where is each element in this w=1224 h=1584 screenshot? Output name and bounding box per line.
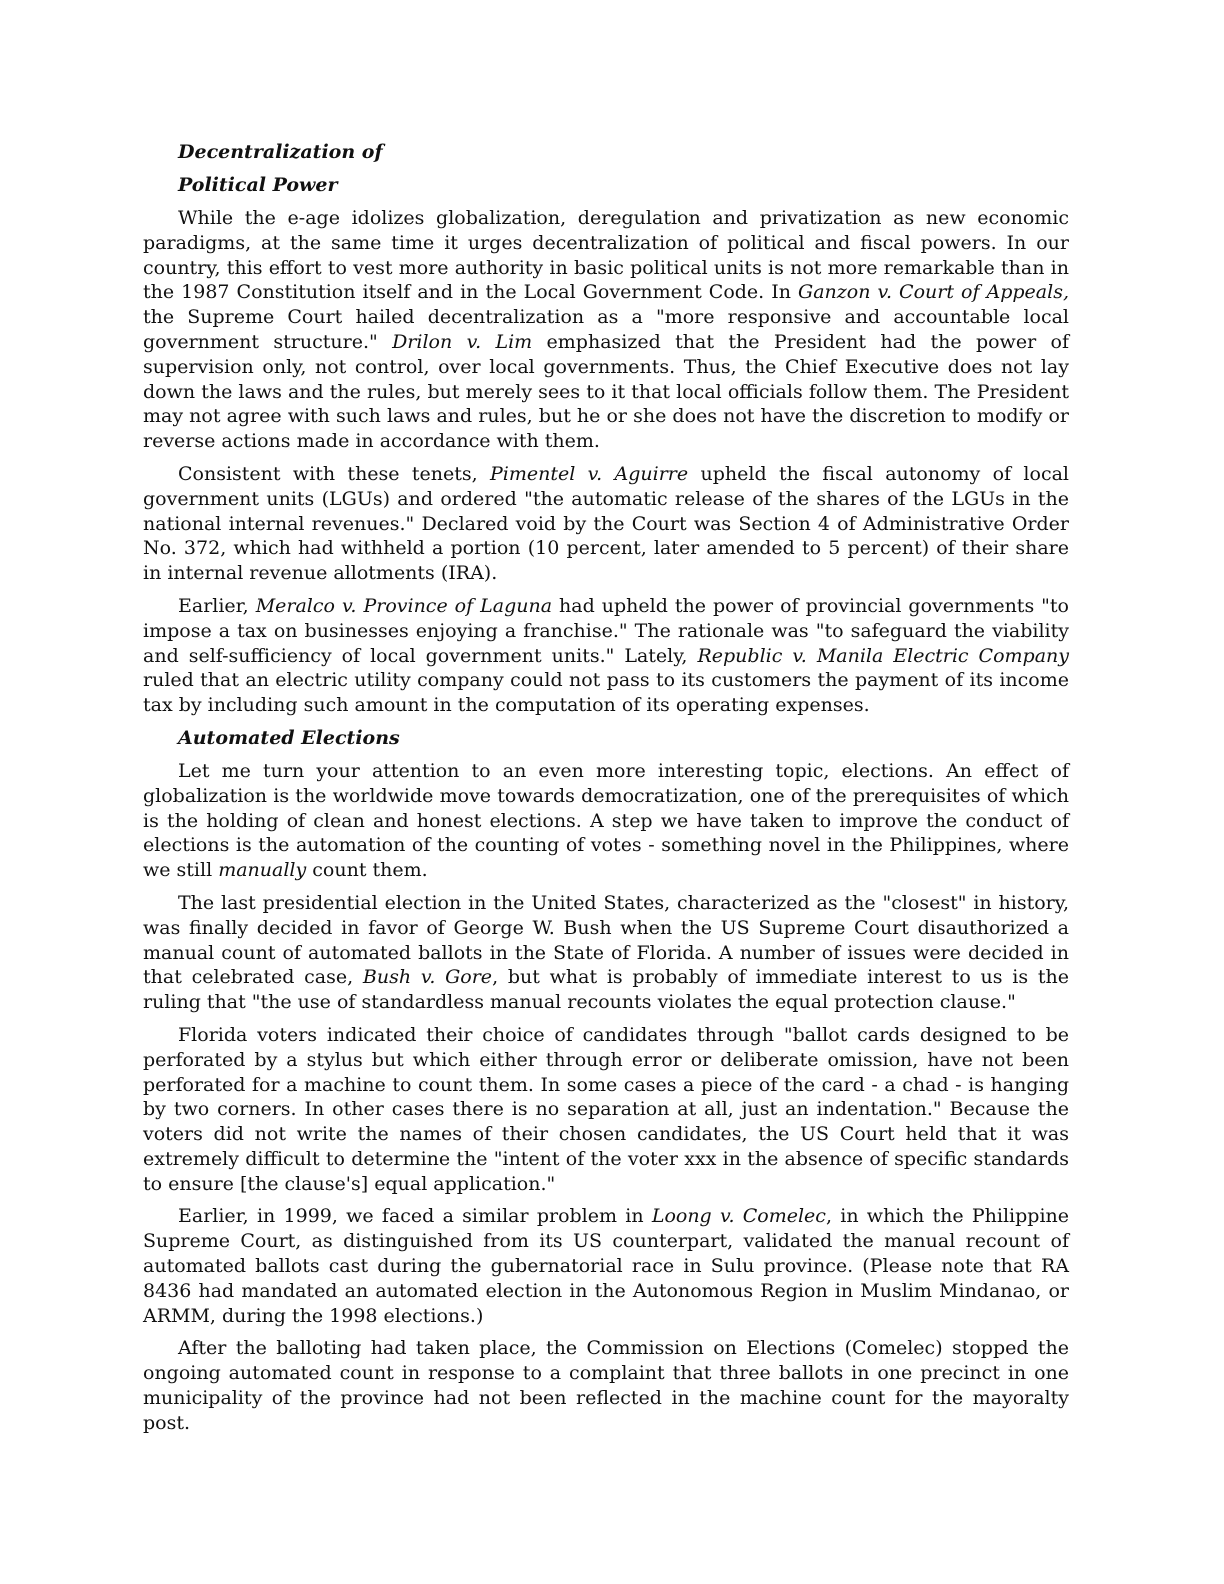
text-run: While the e-age idolizes globalization, deregulation and privatization as new economic paradigms, at the same time it urges decentralization of political and fiscal powers. In our country, this effort to vest more authority in basic political units is not more remarkable than in the 1987 Constitution itself and in the Local Government Code. In [143, 207, 1069, 304]
text-run: The last presidential election in the United States, characterized as the "closest" in history, was finally decided in favor of George W. Bush when the US Supreme Court disauthorized a manual count of automated ballots in the State of Florida. A number of issues were decided in that celebrated case, [143, 891, 1069, 989]
paragraph [143, 759, 1069, 883]
case-citation: Bush v. Gore [362, 966, 493, 989]
text-run: emphasized that the President had the power of supervision only, not control, over local governments. Thus, the Chief Executive does not lay down the laws and the rules, but merely sees to it that local officials follow them. The President may not agree with such laws and rules, but he or she does not have the discretion to modify or reverse actions made in accordance with them. [143, 330, 1069, 453]
case-citation: Ganzon v. Court of Appeals, [798, 281, 1069, 304]
case-citation: Pimentel v. Aguirre [490, 462, 689, 485]
case-citation: Meralco v. Province of Laguna [255, 594, 553, 617]
case-citation: Republic v. Manila Electric Company [697, 644, 1069, 667]
case-citation: Loong v. Comelec [651, 1205, 826, 1228]
case-citation: Drilon v. Lim [392, 330, 533, 353]
paragraph [143, 594, 1069, 718]
section-heading-decentralization-line1: Decentralization of [178, 141, 383, 163]
section-heading-automated-elections: Automated Elections [178, 726, 400, 749]
text-run: had upheld the power of provincial governments "to impose a tax on businesses enjoying a franchise." The rationale was "to safeguard the viability and self-sufficiency of local government units." Lately, [143, 594, 1069, 667]
paragraph [143, 462, 1069, 586]
text-run: Earlier, in 1999, we faced a similar problem in [178, 1205, 652, 1228]
case-citation: manually [218, 859, 307, 882]
text-run: After the balloting had taken place, the Commission on Elections (Comelec) stopped the ongoing automated count in response to a complaint that three ballots in one precinct in one municipality of the province had not been reflected in the machine count for the mayoralty post. [143, 1337, 1069, 1434]
paragraph [143, 1204, 1069, 1328]
paragraph [143, 206, 1069, 454]
text-run: Let me turn your attention to an even more interesting topic, elections. An effect of globalization is the worldwide move towards democratization, one of the prerequisites of which is the holding of clean and honest elections. A step we have taken to improve the conduct of elections is the automation of the counting of votes - something novel in the Philippines, where we still [143, 759, 1069, 882]
text-run: Earlier, [178, 594, 256, 617]
text-run: the Supreme Court hailed decentralization as a "more responsive and accountable local government structure." [143, 306, 1069, 353]
text-run: , but what is probably of immediate interest to us is the ruling that "the use of standardless manual recounts violates the equal protection clause." [143, 966, 1069, 1014]
text-run: upheld the fiscal autonomy of local government units (LGUs) and ordered "the automatic release of the shares of the LGUs in the national internal revenues." Declared void by the Court was Section 4 of Administrative Order No. 372, which had withheld a portion (10 percent, later amended to 5 percent) of their share in internal revenue allotments (IRA). [143, 462, 1069, 585]
text-run: Florida voters indicated their choice of candidates through "ballot cards designed to be perforated by a stylus but which either through error or deliberate omission, have not been perforated for a machine to count them. In some cases a piece of the card - a chad - is hanging by two corners. In other cases there is no separation at all, just an indentation." Because the voters did not write the names of their chosen candidates, the US Court held that it was extremely difficult to determine the "intent of the voter xxx in the absence of specific standards to ensure [the clause's] equal application." [143, 1023, 1069, 1195]
document-page [143, 140, 1069, 1444]
text-run: count them. [306, 859, 428, 882]
text-run: ruled that an electric utility company could not pass to its customers the payment of its income tax by including such amount in the computation of its operating expenses. [143, 669, 1069, 717]
paragraph [143, 891, 1069, 1015]
section-heading-decentralization-line2: Political Power [178, 174, 338, 196]
text-run: , in which the Philippine Supreme Court, as distinguished from its US counterpart, validated the manual recount of automated ballots cast during the gubernatorial race in Sulu province. (Please note that RA 8436 had mandated an automated election in the Autonomous Region in Muslim Mindanao, or ARMM, during the 1998 elections.) [143, 1205, 1070, 1327]
paragraph [143, 1023, 1069, 1197]
paragraph [143, 1336, 1069, 1435]
text-run: Consistent with these tenets, [178, 462, 491, 485]
